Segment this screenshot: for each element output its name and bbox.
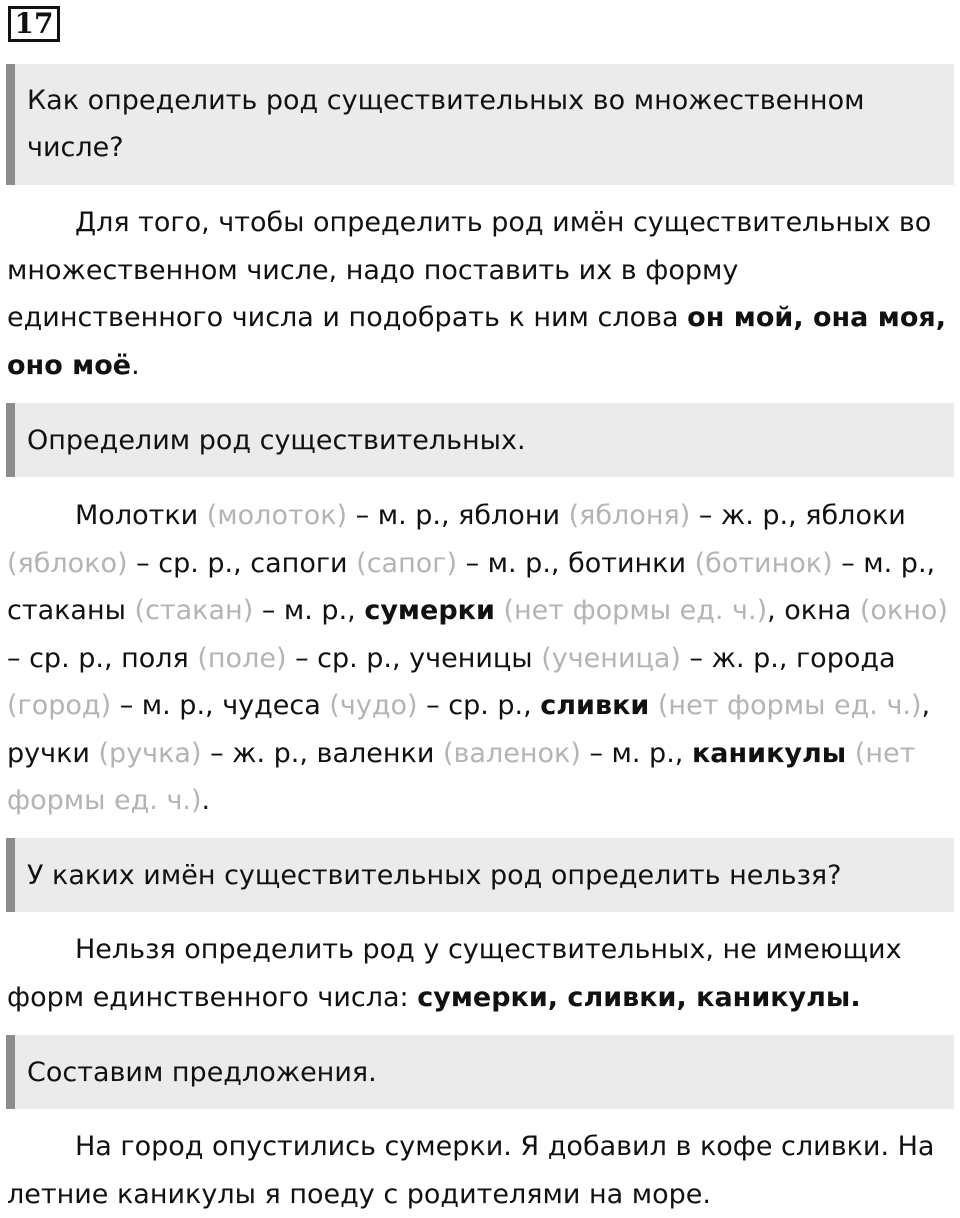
question-text: Составим предложения. xyxy=(27,1057,377,1088)
bold-word: каникулы xyxy=(691,737,847,769)
word: , окна xyxy=(767,595,860,626)
word: – ср. р., xyxy=(417,690,541,721)
question-text: У каких имён существительных род определить нельзя? xyxy=(27,860,842,891)
word: – ср. р., ученицы xyxy=(286,642,542,674)
hint: (яблоня) xyxy=(568,500,691,531)
bold-word: сумерки xyxy=(364,595,495,626)
word: . xyxy=(201,785,211,816)
hint: (нет формы ед. ч.) xyxy=(7,737,916,816)
hint: (нет формы ед. ч.) xyxy=(494,595,768,626)
answer-text: Нельзя определить род у существительных, не имеющих форм единственного числа: xyxy=(7,934,902,1013)
answer-end: . xyxy=(131,349,140,381)
question-text: Определим род существительных. xyxy=(27,425,526,456)
word: – ж. р., яблоки xyxy=(690,500,906,531)
question-text: Как определить род существительных во множественном числе? xyxy=(27,85,865,163)
answer-bold-words: он мой, она моя, оно моё xyxy=(7,302,947,381)
bold-word: сливки xyxy=(540,690,650,721)
hint: (ботинок) xyxy=(694,547,833,579)
hint: (город) xyxy=(7,690,112,721)
word: – м. р., xyxy=(253,595,365,626)
word: Молотки xyxy=(75,500,207,531)
answer-text: Для того, чтобы определить род имён существительных во множественном числе, надо поставить их в форму единственного числа и подобрать к ним слова xyxy=(7,207,932,333)
answer-gender-plural xyxy=(7,199,953,389)
word: – ж. р., валенки xyxy=(201,737,443,769)
hint: (чудо) xyxy=(329,690,418,721)
word: – ж. р., города xyxy=(680,642,896,674)
question-undefined-gender xyxy=(6,838,954,912)
question-sentences xyxy=(6,1035,954,1109)
hint: (стакан) xyxy=(134,595,254,626)
task-number: 17 xyxy=(8,6,60,42)
answer-text: На город опустились сумерки. Я добавил в кофе сливки. На летние каникулы я поеду с родителями на море. xyxy=(7,1131,935,1210)
answer-gender-list xyxy=(7,492,953,825)
hint: (поле) xyxy=(197,642,287,674)
word: , ручки xyxy=(7,690,931,769)
hint: (молоток) xyxy=(206,500,348,531)
word: – м. р., ботинки xyxy=(456,547,695,579)
hint: (окно) xyxy=(859,595,948,626)
question-determine-gender xyxy=(6,403,954,477)
hint: (нет формы ед. ч.) xyxy=(649,690,922,721)
answer-sentences xyxy=(7,1123,953,1218)
word: – м. р., стаканы xyxy=(7,547,936,626)
word: – м. р., чудеса xyxy=(111,690,330,721)
word: – м. р., xyxy=(580,737,692,769)
hint: (яблоко) xyxy=(7,547,128,579)
question-gender-plural xyxy=(6,64,954,185)
answer-undefined-gender xyxy=(7,926,953,1021)
hint: (ручка) xyxy=(98,737,202,769)
word: – ср. р., поля xyxy=(7,642,198,674)
hint: (валенок) xyxy=(442,737,581,769)
hint: (ученица) xyxy=(541,642,681,674)
answer-bold-words: сумерки, сливки, каникулы. xyxy=(417,981,861,1013)
word: – ср. р., сапоги xyxy=(127,547,357,579)
word: – м. р., яблони xyxy=(347,500,569,531)
hint: (сапог) xyxy=(356,547,457,579)
